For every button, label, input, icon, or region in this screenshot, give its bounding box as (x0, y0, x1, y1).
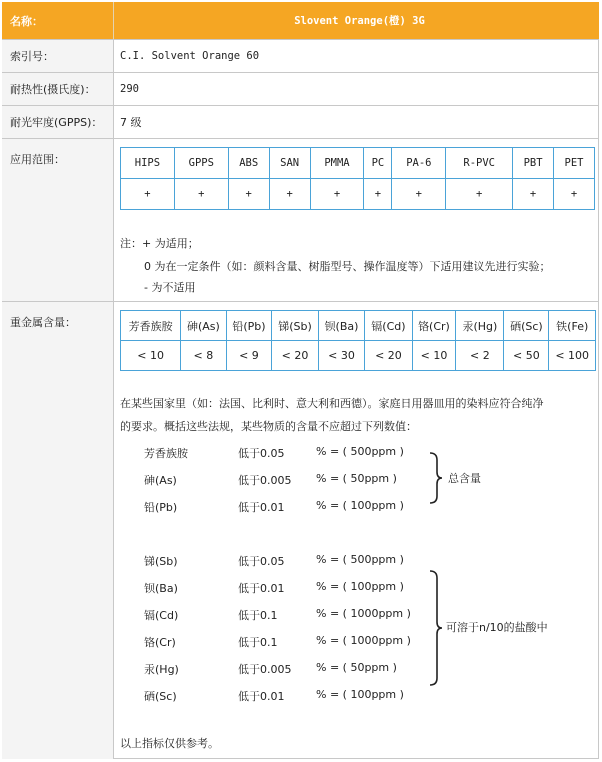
heavy-metals-label: 重金属含量： (2, 302, 114, 759)
applications-table (120, 147, 595, 210)
note-conditional: 0 为在一定条件（如：颜料含量、树脂型号、操作温度等）下适用建议先进行实验； (144, 260, 551, 273)
hcl-soluble-brace (428, 570, 444, 686)
index-value: C.I. Solvent Orange 60 (120, 50, 260, 62)
name-label: 名称： (2, 2, 114, 39)
metal-column-header: 铬(Cr) (412, 311, 456, 341)
total-content-label: 总含量 (448, 472, 481, 485)
application-column-header: PBT (513, 148, 554, 179)
application-mark: + (554, 179, 595, 210)
regulation-paragraph-line2: 的要求。概括这些法规，某些物质的含量不应超过下列数值： (120, 420, 417, 433)
ppm-text: % = ( 1000ppm ) (316, 634, 411, 647)
metal-limit-value: < 30 (318, 341, 365, 371)
limit-text: 低于0.05 (238, 447, 285, 460)
metal-column-header: 铁(Fe) (549, 311, 596, 341)
application-column-header: PC (364, 148, 392, 179)
metal-limit-value: < 50 (504, 341, 549, 371)
application-mark: + (121, 179, 175, 210)
application-column-header: PMMA (310, 148, 364, 179)
ppm-text: % = ( 500ppm ) (316, 445, 404, 458)
total-content-brace (428, 452, 444, 504)
substance-name: 镉(Cd) (144, 609, 179, 622)
metal-column-header: 砷(As) (181, 311, 226, 341)
metal-limit-value: < 10 (412, 341, 456, 371)
application-mark: + (228, 179, 269, 210)
heat-value: 290 (120, 83, 139, 95)
metal-column-header: 锑(Sb) (272, 311, 318, 341)
metal-limit-value: < 2 (456, 341, 504, 371)
index-row (2, 40, 599, 73)
heavy-metals-row (2, 302, 599, 759)
limit-text: 低于0.01 (238, 501, 285, 514)
application-mark: + (446, 179, 513, 210)
metal-column-header: 钡(Ba) (318, 311, 365, 341)
metal-column-header: 芳香族胺 (121, 311, 181, 341)
applications-label: 应用范围： (2, 139, 114, 301)
name-row (2, 2, 599, 40)
note-not-applicable: - 为不适用 (144, 281, 196, 294)
application-column-header: PET (554, 148, 595, 179)
application-column-header: SAN (269, 148, 310, 179)
application-mark: + (513, 179, 554, 210)
limit-text: 低于0.01 (238, 690, 285, 703)
limit-text: 低于0.005 (238, 474, 292, 487)
substance-name: 铬(Cr) (144, 636, 176, 649)
metal-column-header: 铅(Pb) (226, 311, 272, 341)
limit-text: 低于0.005 (238, 663, 292, 676)
substance-name: 汞(Hg) (144, 663, 179, 676)
limit-text: 低于0.1 (238, 636, 278, 649)
application-column-header: R-PVC (446, 148, 513, 179)
hcl-soluble-label: 可溶于n/10的盐酸中 (446, 621, 548, 634)
heavy-metals-table (120, 310, 596, 371)
metal-limit-value: < 10 (121, 341, 181, 371)
application-mark: + (364, 179, 392, 210)
ppm-text: % = ( 500ppm ) (316, 553, 404, 566)
metal-column-header: 汞(Hg) (456, 311, 504, 341)
substance-name: 钡(Ba) (144, 582, 178, 595)
ppm-text: % = ( 100ppm ) (316, 580, 404, 593)
note-applicable: 注：+ 为适用； (120, 237, 199, 250)
substance-name: 铅(Pb) (144, 501, 178, 514)
regulation-paragraph-line1: 在某些国家里（如：法国、比利时、意大利和西德）。家庭日用器皿用的染料应符合纯净 (120, 397, 544, 410)
application-column-header: HIPS (121, 148, 175, 179)
substance-name: 芳香族胺 (144, 447, 188, 460)
index-label: 索引号： (2, 40, 114, 72)
heat-row (2, 73, 599, 106)
light-row (2, 106, 599, 139)
application-mark: + (174, 179, 228, 210)
substance-name: 锑(Sb) (144, 555, 178, 568)
ppm-text: % = ( 50ppm ) (316, 472, 397, 485)
metal-limit-value: < 20 (365, 341, 412, 371)
metal-column-header: 硒(Sc) (504, 311, 549, 341)
metal-column-header: 镉(Cd) (365, 311, 412, 341)
limit-text: 低于0.1 (238, 609, 278, 622)
limit-text: 低于0.01 (238, 582, 285, 595)
substance-name: 硒(Sc) (144, 690, 177, 703)
metal-limit-value: < 100 (549, 341, 596, 371)
ppm-text: % = ( 1000ppm ) (316, 607, 411, 620)
metal-limit-value: < 9 (226, 341, 272, 371)
applications-row (2, 139, 599, 302)
ppm-text: % = ( 100ppm ) (316, 499, 404, 512)
application-mark: + (392, 179, 446, 210)
application-mark: + (269, 179, 310, 210)
application-column-header: GPPS (174, 148, 228, 179)
light-label: 耐光牢度(GPPS)： (2, 106, 114, 138)
light-value: 7 级 (120, 116, 142, 129)
substance-name: 砷(As) (144, 474, 177, 487)
product-name: Slovent Orange(橙) 3G (294, 15, 425, 27)
application-mark: + (310, 179, 364, 210)
metal-limit-value: < 20 (272, 341, 318, 371)
application-column-header: PA-6 (392, 148, 446, 179)
ppm-text: % = ( 50ppm ) (316, 661, 397, 674)
limit-text: 低于0.05 (238, 555, 285, 568)
heat-label: 耐热性(摄氏度)： (2, 73, 114, 105)
application-column-header: ABS (228, 148, 269, 179)
metal-limit-value: < 8 (181, 341, 226, 371)
reference-footer: 以上指标仅供参考。 (120, 737, 219, 750)
ppm-text: % = ( 100ppm ) (316, 688, 404, 701)
